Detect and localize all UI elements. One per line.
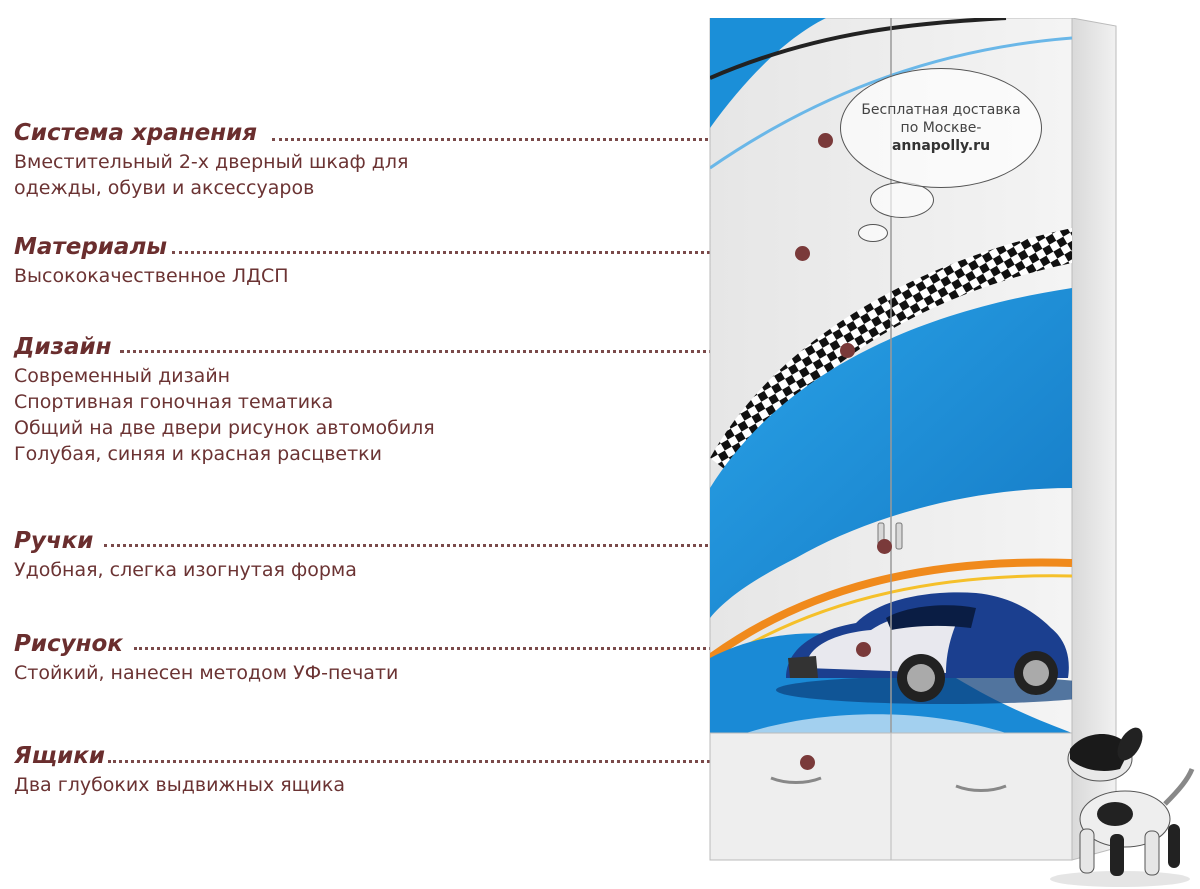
feature-description	[14, 772, 345, 798]
handle-right	[896, 523, 902, 549]
feature-title: Ручки	[14, 528, 94, 554]
feature-title: Ящики	[14, 743, 105, 769]
delivery-site-link[interactable]: annapolly.ru	[891, 138, 991, 154]
feature-line: Два глубоких выдвижных ящика	[14, 774, 346, 796]
feature-line: Современный дизайн	[14, 365, 231, 387]
leader-line	[172, 251, 794, 254]
feature-description	[14, 149, 408, 201]
callout-dot	[856, 642, 871, 657]
feature-line: Стойкий, нанесен методом УФ-печати	[14, 662, 399, 684]
feature-line: Вместительный 2-х дверный шкаф для	[14, 151, 409, 173]
callout-dot	[795, 246, 810, 261]
feature-line: Высококачественное ЛДСП	[14, 265, 289, 287]
feature-line: Общий на две двери рисунок автомобиля	[14, 417, 435, 439]
feature-description	[14, 557, 357, 583]
callout-dot	[818, 133, 833, 148]
robot-dog-image	[1030, 719, 1200, 889]
thought-bubble-medium	[870, 182, 934, 218]
feature-title: Дизайн	[14, 334, 112, 360]
feature-line: Спортивная гоночная тематика	[14, 391, 334, 413]
delivery-bubble	[840, 68, 1042, 188]
feature-line: одежды, обуви и аксессуаров	[14, 177, 315, 199]
feature-line: Голубая, синяя и красная расцветки	[14, 443, 382, 465]
callout-dot	[877, 539, 892, 554]
feature-description	[14, 660, 398, 686]
leader-line	[108, 760, 800, 763]
delivery-line-1: Бесплатная доставка	[861, 102, 1021, 118]
callout-dot	[800, 755, 815, 770]
feature-description	[14, 363, 435, 467]
callout-dot	[840, 343, 855, 358]
feature-title: Рисунок	[14, 631, 123, 657]
delivery-line-2: по Москве-	[900, 120, 982, 136]
thought-bubble-small	[858, 224, 888, 242]
feature-line: Удобная, слегка изогнутая форма	[14, 559, 357, 581]
feature-title: Материалы	[14, 234, 168, 260]
feature-title: Система хранения	[14, 120, 257, 146]
feature-description	[14, 263, 289, 289]
